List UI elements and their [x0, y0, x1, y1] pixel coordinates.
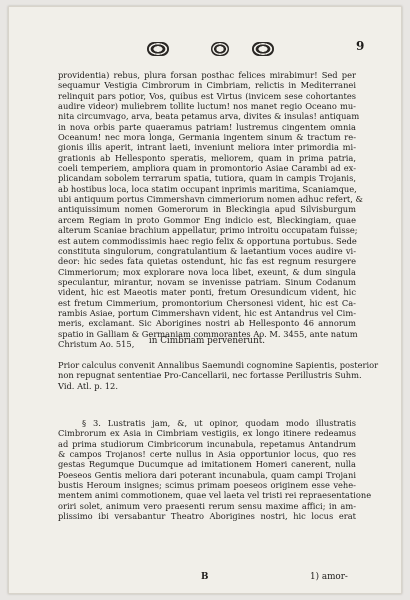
text-line: § 3. Lustratis jam, &, ut opinor, quodam modo illustratis [82, 418, 356, 428]
text-line: nita circumvago, arva, beata petamus arva, divites & insulas! antiquam [58, 111, 360, 122]
text-line: constituta singulorum, congratulantium & laetantium voces audire vi- [58, 245, 356, 256]
text-line: alterum Scaniae brachium appellatur, primo introitu occupatam fuisse; [58, 225, 358, 236]
text-line: non repugnat sententiae Pro-Cancellarii, nec fortasse Perillustris Suhm. [58, 370, 362, 381]
text-line: & campos Trojanos! certe nullus in Asia opportunior locus, quo res [58, 449, 356, 460]
paragraph-3 [58, 418, 372, 522]
book-page [8, 6, 402, 594]
text-line: in nova orbis parte quaeramus patriam! lustremus cingentem omnia [58, 121, 356, 132]
text-line: grationis ab Hellespontо speratis, meliorem, quam in prima patria, [58, 152, 356, 163]
text-line: Cimmeriorum; mox explorare nova loca libet, exeunt, & dum singula [58, 266, 356, 277]
text-line: ad prima studiorum Cimbricorum incunabula, repetamus Antandrum [58, 438, 356, 449]
text-line: deor: hic sedes fata quietas ostendunt, hic fas est regnum resurgere [58, 256, 356, 267]
text-line: relinquit pars potior, Vos, quibus est Virtus (invicem sese cohortantes [58, 90, 356, 101]
page-number: 9 [356, 39, 365, 53]
text-line: ab hostibus loca, loca statim occupant inprimis maritima, Scaniamque, [58, 183, 357, 194]
text-line: Prior calculus convenit Annalibus Saemundi cognomine Sapientis, posterior [58, 360, 379, 370]
text-line: Cimbrorum ex Asia in Cimbriam vestigiis, ex longo itinere redeamus [58, 428, 356, 439]
text-line: gestas Regumque Ducumque ad imitationem Homeri canerent, nulla [58, 459, 356, 470]
page-header [8, 39, 402, 62]
text-line: audire videor) muliebrem tollite luctum! nos manet regio Oceano mu- [58, 101, 356, 112]
text-line: speculantur, mirantur, novam se invenisse patriam. Sinum Codanum [58, 276, 356, 287]
section-heading: in Cimbriam pervenerunt. [148, 336, 266, 346]
ornament-icon [252, 42, 274, 56]
text-line: arcem Regiam in proto Gommor Eng indicio est, Bleckingiam, quae [58, 214, 356, 225]
text-line: Poeseos Gentis meliora dari poterant incunabula, quam campi Trojani [58, 469, 356, 480]
text-line: est autem commodissimis haec regio felix & opportuna portubus. Sede [58, 235, 357, 246]
text-line: ubi antiquum portus Cimmershavn cimmeriorum nomen adhuc refert, & [58, 194, 363, 205]
text-line: sequamur Vestigia Cimbrorum in Cimbriam, relictis in Mediterranei [58, 80, 356, 91]
ornament-icon [147, 42, 169, 56]
text-line: plicandam sobolem terrarum spatia, tutiora, quam in campis Trojanis, [58, 173, 356, 184]
signature-mark: B [201, 572, 209, 582]
text-line: vident, hic est Maeotis mater ponti, fretum Oresundicum vident, hic [58, 287, 356, 298]
catchword: 1) amor- [310, 572, 348, 582]
text-line: antiquissimum nomen Gomerorum in Bleckingia apud Silvisburgum [58, 204, 356, 215]
text-line: est fretum Cimmerium, promontorium Chersonesi vident, hic est Ca- [58, 297, 356, 308]
text-line: bustis Heroum insignes; scimus primam poeseos originem esse vehe- [58, 480, 356, 491]
text-line: coeli temperiem, ampliora quam in promontorio Asiae Carambi ad ex- [58, 163, 356, 174]
text-line: Oceanum! nec mora longa, Germania ingentem sinum & tractum re- [58, 132, 356, 143]
text-line: spatio in Galliam & Germaniam commorantes Ao. M. 3455, ante natum [58, 328, 358, 339]
text-line: plissimo ibi versabantur Theatro Aborigines nostri, hic locus erat [58, 511, 356, 522]
text-line: oriri solet, animum vero praesenti rerum sensu maxime affici; in am- [58, 500, 356, 511]
text-line: rambis Asiae, portum Cimmershavn vident, hic est Antandrus vel Cim- [58, 307, 356, 318]
text-line: Christum Ao. 515, [58, 338, 135, 349]
text-line: meris, exclamant. Sic Aborigines nostri ab Hellesponto 46 annorum [58, 318, 356, 329]
paragraph-2 [58, 360, 379, 391]
text-line: mentem animi commotionem, quae vel laeta vel tristi rei repraesentatione [58, 490, 372, 501]
paragraph-1 [58, 70, 363, 349]
text-line: gionis illis aperit, intrant laeti, inveniunt meliora inter primordia mi- [58, 142, 356, 153]
text-line: Vid. Atl. p. 12. [58, 380, 118, 391]
text-line: providentia) rebus, plura forsan posthac felices mirabimur! Sed per [58, 70, 356, 80]
ornament-icon [211, 42, 229, 56]
